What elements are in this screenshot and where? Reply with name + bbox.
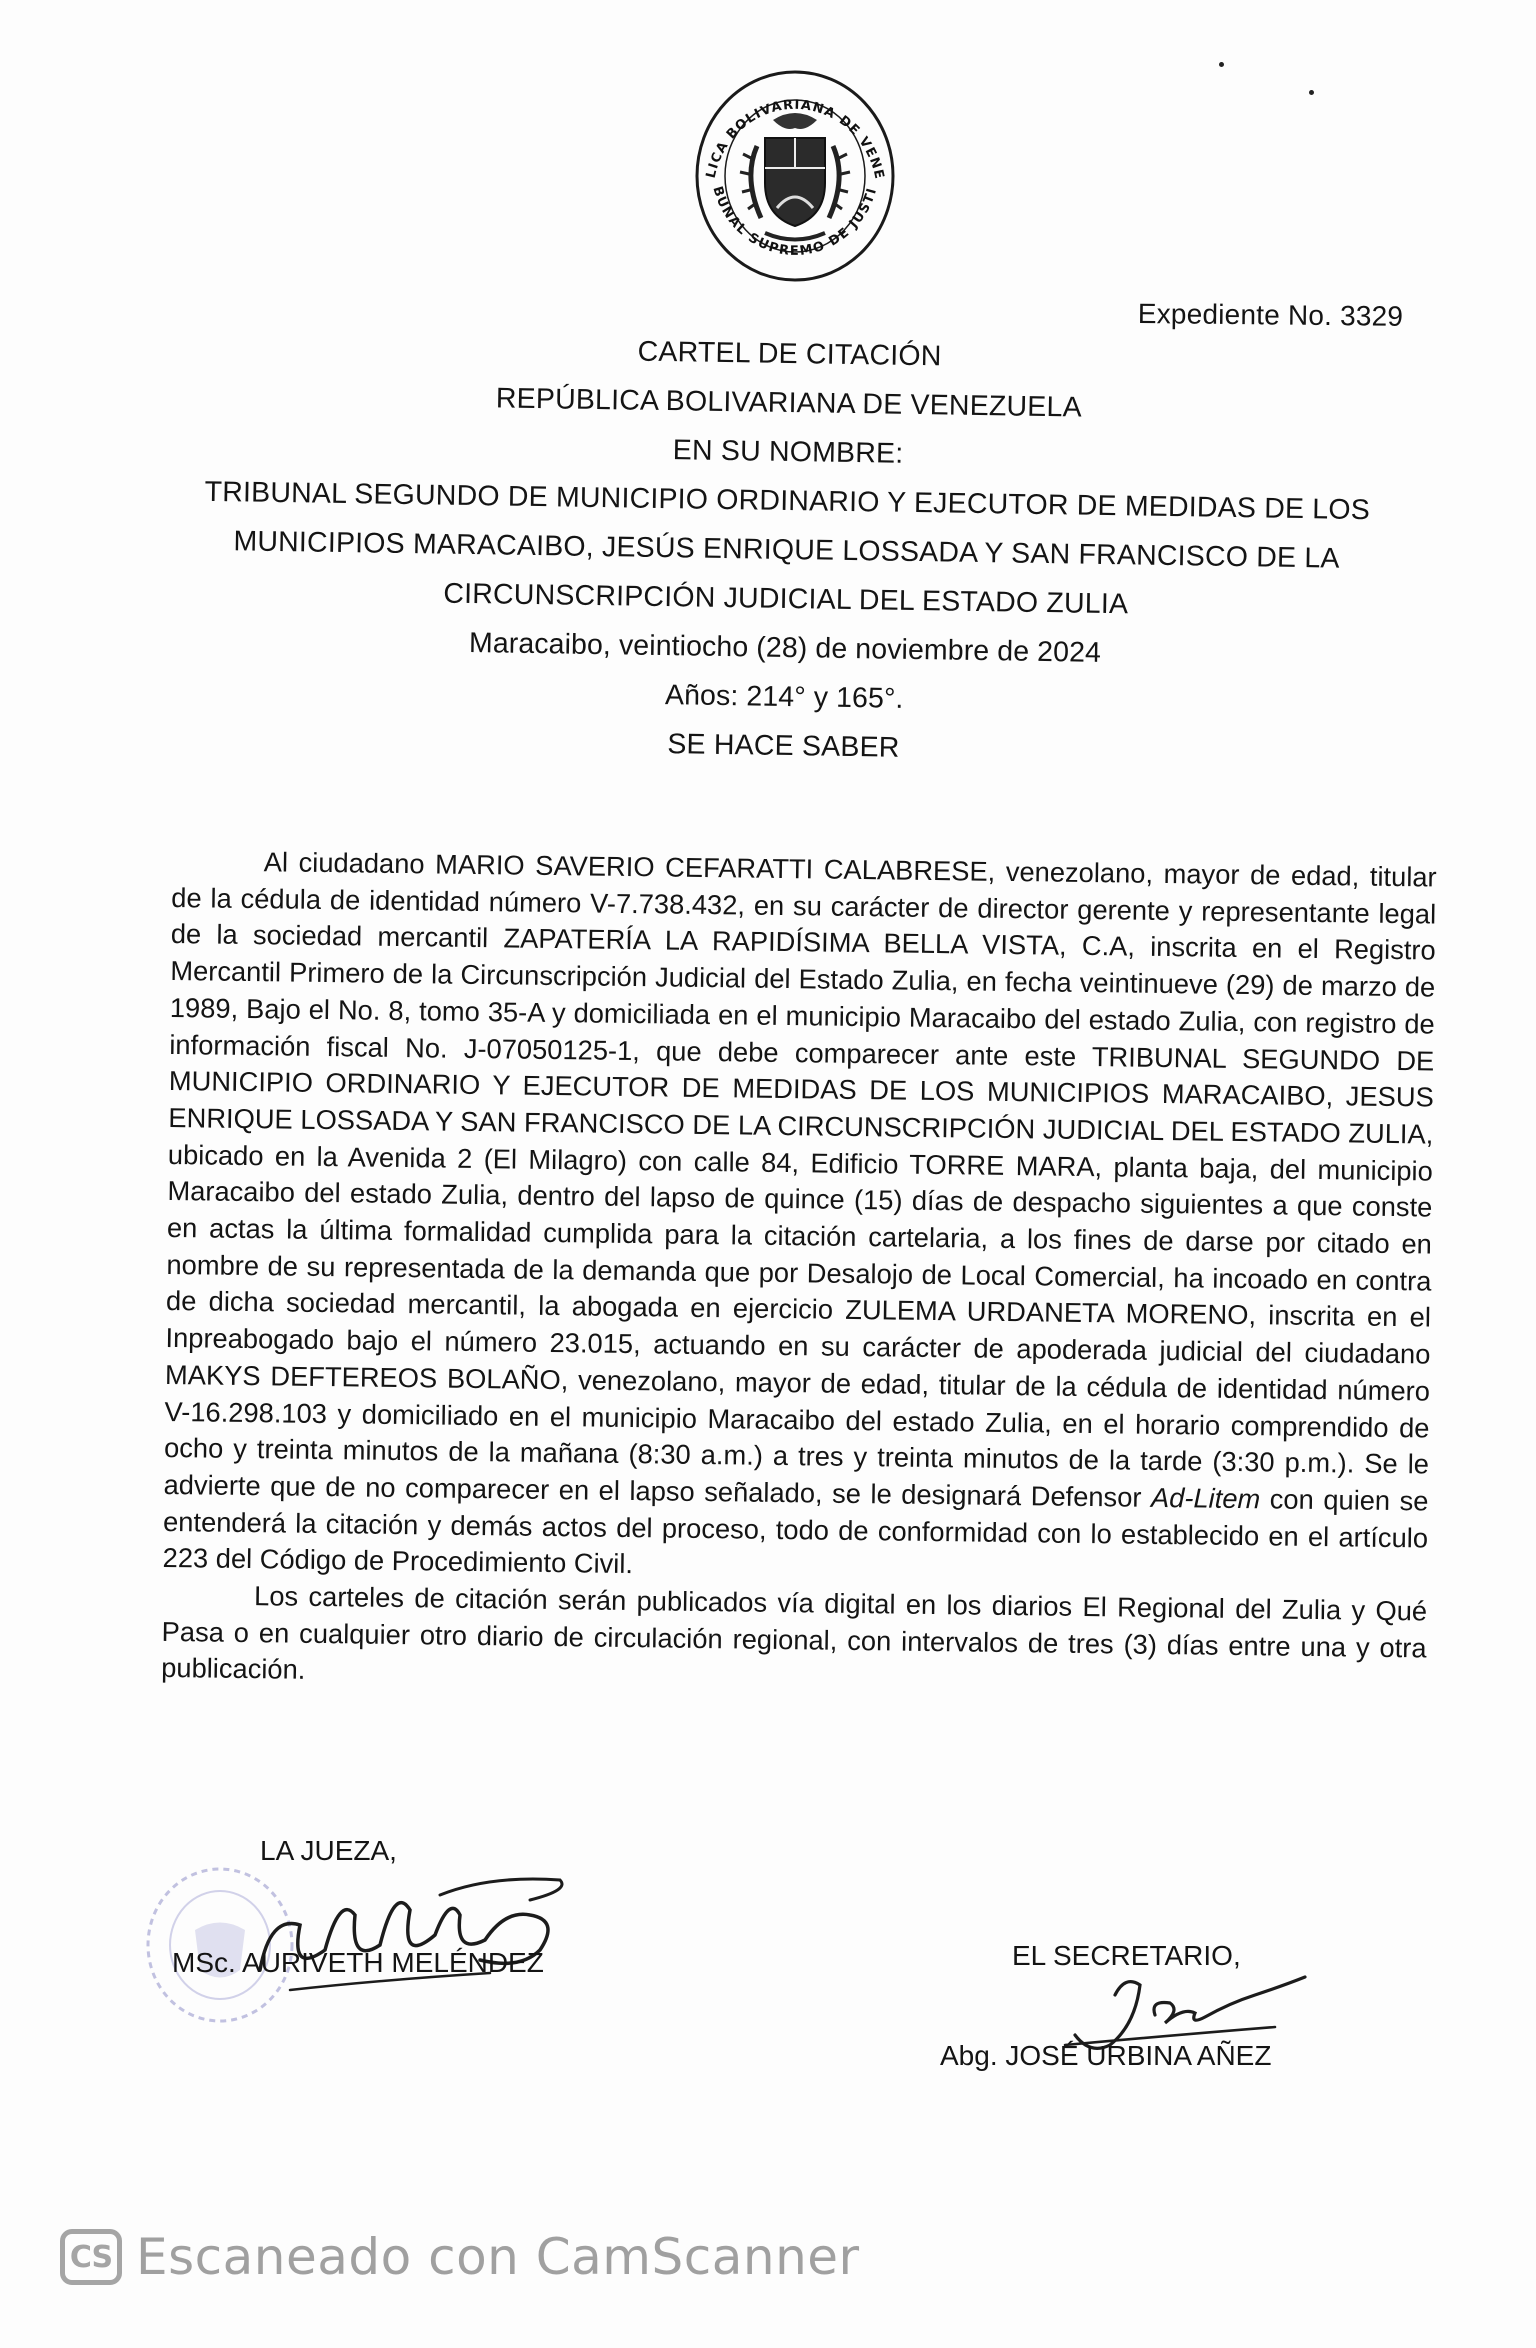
camscanner-logo-icon: CS	[60, 2229, 122, 2285]
seal-top-text: LICA BOLIVARIANA DE VENE	[703, 97, 887, 182]
body-paragraph-1	[162, 843, 1437, 1594]
header-en-su-nombre: EN SU NOMBRE:	[672, 434, 904, 470]
header-years: Años: 214° y 165°.	[664, 679, 904, 715]
scan-speck	[1219, 62, 1224, 67]
body-paragraph-2	[161, 1577, 1427, 1704]
document-header	[153, 320, 1420, 781]
coat-of-arms-seal	[685, 58, 905, 288]
seal-bottom-text: BUNAL SUPREMO DE JUSTI	[709, 184, 881, 260]
judge-handwritten-signature	[230, 1855, 590, 2005]
header-court-line-3: CIRCUNSCRIPCIÓN JUDICIAL DEL ESTADO ZULIA	[443, 577, 1129, 621]
secretary-signature-block	[940, 1925, 1360, 2085]
header-republic: REPÚBLICA BOLIVARIANA DE VENEZUELA	[495, 382, 1083, 424]
header-court-line-2: MUNICIPIOS MARACAIBO, JESÚS ENRIQUE LOSSADA Y SAN FRANCISCO DE LA	[233, 525, 1340, 575]
judge-title: LA JUEZA,	[260, 1835, 397, 1866]
camscanner-watermark-text: Escaneado con CamScanner	[136, 2228, 860, 2286]
document-body	[161, 843, 1437, 1704]
secretary-name: Abg. JOSÉ URBINA AÑEZ	[940, 2040, 1272, 2071]
paragraph-1-text-b: con quien se entenderá la citación y demás actos del proceso, todo de conformidad con lo establecido en el artículo 223 del Código de Procedimiento Civil.	[162, 1483, 1429, 1580]
judge-signature-block	[140, 1835, 600, 2035]
expediente-number: Expediente No. 3329	[1137, 298, 1404, 332]
header-court-line-1: TRIBUNAL SEGUNDO DE MUNICIPIO ORDINARIO Y EJECUTOR DE MEDIDAS DE LOS	[204, 475, 1371, 527]
secretary-title: EL SECRETARIO,	[1012, 1940, 1241, 1971]
paragraph-2-text: Los carteles de citación serán publicados vía digital en los diarios El Regional del Zulia y Qué Pasa o en cualquier otro diario de circulación regional, con intervalos de tres (3) días entre una y otra publicación.	[160, 1580, 1428, 1686]
header-se-hace-saber: SE HACE SABER	[667, 728, 900, 764]
header-date: Maracaibo, veintiocho (28) de noviembre de 2024	[468, 626, 1102, 669]
camscanner-watermark	[60, 2228, 860, 2286]
document-title: CARTEL DE CITACIÓN	[637, 335, 942, 373]
judge-name: MSc. AURIVETH MELÉNDEZ	[172, 1947, 544, 1978]
paragraph-1-italic-term: Ad-Litem	[1150, 1481, 1261, 1515]
paragraph-1-text-a: Al ciudadano MARIO SAVERIO CEFARATTI CALABRESE, venezolano, mayor de edad, titular de la cédula de identidad número V-7.738.432, en su carácter de director gerente y representante legal de la sociedad mercantil ZAPATERÍA LA RAPIDÍSIMA BELLA VISTA, C.A, inscrita en el Registro Mercantil Primero de la Circunscripción Judicial del Estado Zulia, en fecha veintinueve (29) de marzo de 1989, Bajo el No. 8, tomo 35-A y domiciliada en el municipio Maracaibo del estado Zulia, con registro de información fiscal No. J-07050125-1, que debe comparecer ante este TRIBUNAL SEGUNDO DE MUNICIPIO ORDINARIO Y EJECUTOR DE MEDIDAS DE LOS MUNICIPIOS MARACAIBO, JESUS ENRIQUE LOSSADA Y SAN FRANCISCO DE LA CIRCUNSCRIPCIÓN JUDICIAL DEL ESTADO ZULIA, ubicado en la Avenida 2 (El Milagro) con calle 84, Edificio TORRE MARA, planta baja, del municipio Maracaibo del estado Zulia, dentro del lapso de quince (15) días de despacho siguientes a que conste en actas la última formalidad cumplida para la citación cartelaria, a los fines de darse por citado en nombre de su representada de la demanda que por Desalojo de Local Comercial, ha incoado en contra de dicha sociedad mercantil, la abogada en ejercicio ZULEMA URDANETA MORENO, inscrita en el Inpreabogado bajo el número 23.015, actuando en su carácter de apoderada judicial del ciudadano MAKYS DEFTEREOS BOLAÑO, venezolano, mayor de edad, titular de la cédula de identidad número V-16.298.103 y domiciliado en el municipio Maracaibo del estado Zulia, en el horario comprendido de ocho y treinta minutos de la mañana (8:30 a.m.) a tres y treinta minutos de la tarde (3:30 p.m.). Se le advierte que de no comparecer en el lapso señalado, se le designará Defensor	[163, 846, 1437, 1513]
scan-speck	[1309, 90, 1314, 95]
